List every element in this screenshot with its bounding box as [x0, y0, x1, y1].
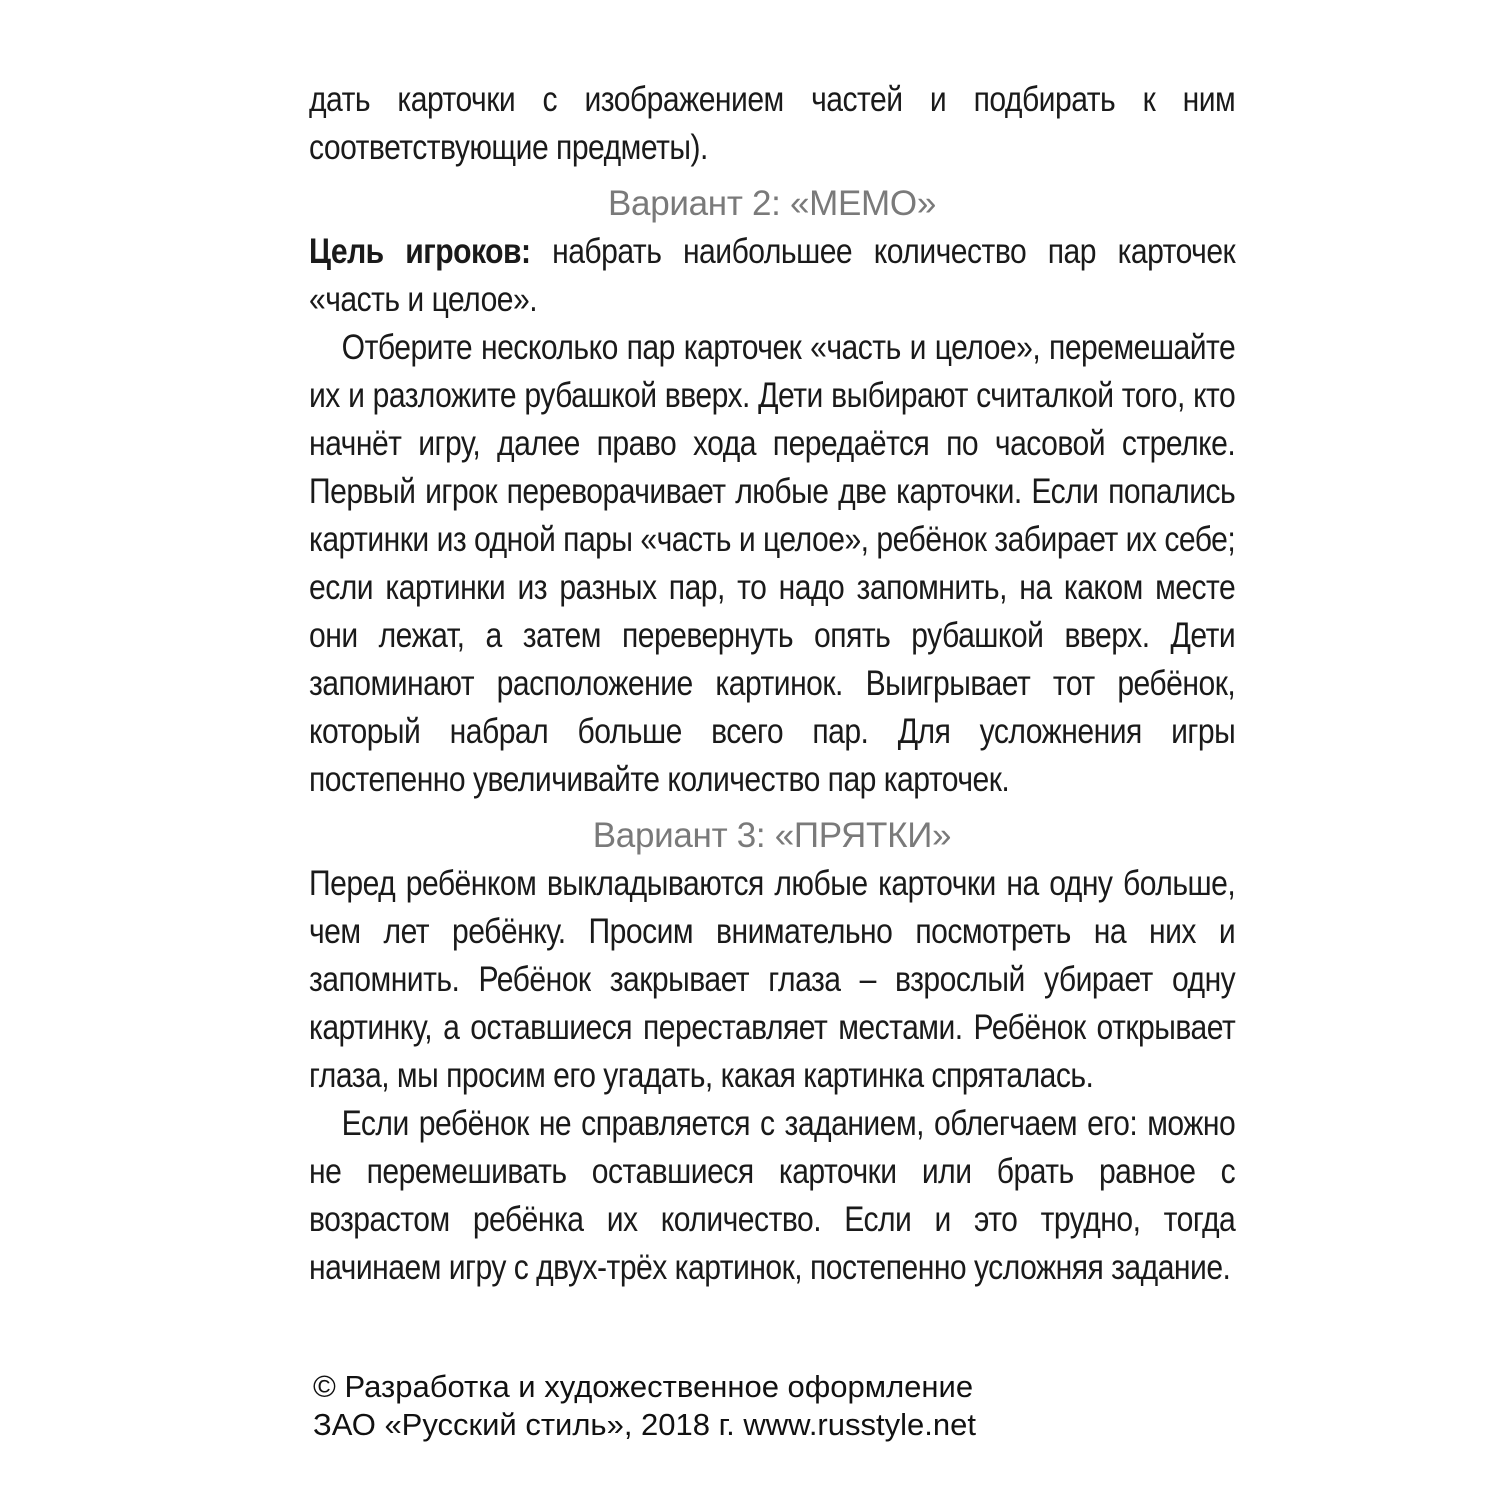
document-page — [309, 76, 1235, 1292]
variant-3-heading: Вариант 3: «ПРЯТКИ» — [592, 816, 952, 855]
variant-2-heading: Вариант 2: «МЕМО» — [608, 184, 936, 223]
goal-label: Цель игроков: — [309, 232, 531, 271]
copyright-line-2: ЗАО «Русский стиль», 2018 г. www.russtyle.net — [313, 1407, 976, 1442]
body-text-block — [309, 76, 1235, 172]
copyright-footer — [313, 1368, 976, 1444]
goal-text: набрать наибольшее количество пар карточек «часть и целое». — [309, 232, 1236, 319]
variant-3-paragraph-1: Перед ребёнком выкладываются любые карточки на одну больше, чем лет ребёнку. Просим внимательно посмотреть на них и запомнить. Ребёнок закрывает глаза – взрослый убирает одну картинку, а оставшиеся переставляет местами. Ребёнок открывает глаза, мы просим его угадать, какая картинка спряталась. — [309, 864, 1236, 1095]
variant-2-paragraph: Отберите несколько пар карточек «часть и целое», перемешайте их и разложите рубашкой вверх. Дети выбирают считалкой того, кто начнёт игру, далее право хода передаётся по часовой стрелке. Первый игрок переворачивает любые две карточки. Если попались картинки из одной пары «часть и целое», ребёнок забирает их себе; если картинки из разных пар, то надо запомнить, на каком месте они лежат, а затем перевернуть опять рубашкой вверх. Дети запоминают расположение картинок. Выигрывает тот ребёнок, который набрал больше всего пар. Для усложнения игры постепенно увеличивайте количество пар карточек. — [309, 328, 1236, 799]
intro-paragraph: дать карточки с изображением частей и подбирать к ним соответствующие предметы). — [309, 80, 1236, 167]
variant-2-body — [309, 228, 1235, 804]
copyright-line-1: © Разработка и художественное оформление — [313, 1369, 974, 1404]
variant-2-goal — [309, 228, 1235, 324]
variant-3-paragraph-2: Если ребёнок не справляется с заданием, облегчаем его: можно не перемешивать оставшиеся карточки или брать равное с возрастом ребёнка их количество. Если и это трудно, тогда начинаем игру с двух-трёх картинок, постепенно усложняя задание. — [309, 1104, 1236, 1287]
variant-3-body — [309, 860, 1235, 1292]
